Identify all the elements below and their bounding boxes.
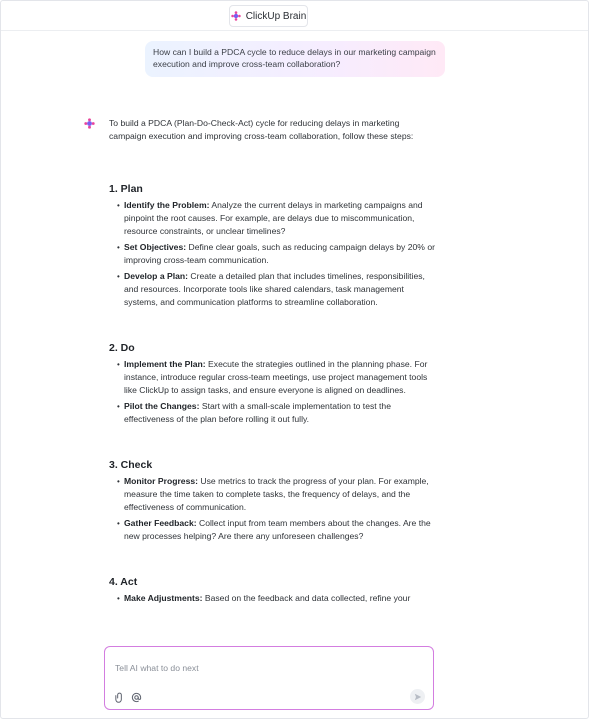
section-plan — [109, 183, 439, 309]
at-sign-icon[interactable] — [131, 692, 142, 703]
send-icon — [414, 693, 422, 701]
list-item-term: Monitor Progress: — [124, 476, 199, 486]
list-item — [117, 400, 439, 426]
list-item — [117, 241, 439, 267]
section-title: 3. Check — [109, 459, 153, 471]
list-item-text: Based on the feedback and data collected, refine your — [204, 593, 411, 603]
bullet-list — [117, 592, 439, 605]
list-item — [117, 517, 439, 543]
section-check — [109, 459, 439, 543]
user-message: How can I build a PDCA cycle to reduce delays in our marketing campaign execution and improve cross-team collaboration? — [145, 41, 445, 77]
panel-header — [1, 1, 588, 31]
list-item — [117, 270, 439, 309]
panel-title: ClickUp Brain — [245, 10, 307, 22]
clickup-brain-avatar-icon — [84, 118, 95, 129]
list-item-text: Collect input from team members about the changes. Are the new processes helping? Are there any unforeseen challenges? — [124, 518, 431, 541]
ai-response — [109, 117, 439, 638]
list-item-text: Execute the strategies outlined in the planning phase. For instance, introduce regular cross-team meetings, use project management tools like ClickUp to assign tasks, and ensure everyone is aligned on deadlines. — [124, 359, 428, 395]
list-item-term: Set Objectives: — [124, 242, 187, 252]
list-item — [117, 592, 439, 605]
prompt-input[interactable] — [115, 661, 415, 675]
response-intro: To build a PDCA (Plan-Do-Check-Act) cycle for reducing delays in marketing campaign execution and improving cross-team collaboration, follow these steps: — [109, 118, 414, 141]
list-item-text: Analyze the current delays in marketing campaigns and pinpoint the root causes. For example, are delays due to miscommunication, resource constraints, or unclear timelines? — [124, 200, 423, 236]
list-item-term: Identify the Problem: — [124, 200, 210, 210]
list-item-term: Pilot the Changes: — [124, 401, 200, 411]
list-item-text: Start with a small-scale implementation to test the effectiveness of the plan before rolling it out fully. — [124, 401, 391, 424]
list-item — [117, 199, 439, 238]
paperclip-icon[interactable] — [114, 692, 125, 703]
list-item-term: Make Adjustments: — [124, 593, 203, 603]
list-item — [117, 475, 439, 514]
list-item-text: Create a detailed plan that includes timelines, responsibilities, and resources. Incorporate tools like shared calendars, task management systems, and communication platforms to streamline collaboration. — [124, 271, 425, 307]
section-act — [109, 576, 439, 605]
list-item-term: Gather Feedback: — [124, 518, 197, 528]
bullet-list — [117, 358, 439, 426]
section-title: 1. Plan — [109, 183, 143, 195]
bullet-list — [117, 475, 439, 543]
list-item-text: Define clear goals, such as reducing campaign delays by 20% or improving cross-team communication. — [124, 242, 435, 265]
section-title: 4. Act — [109, 576, 138, 588]
section-title: 2. Do — [109, 342, 135, 354]
clickup-brain-icon — [231, 11, 241, 21]
bullet-list — [117, 199, 439, 309]
list-item-term: Develop a Plan: — [124, 271, 188, 281]
list-item — [117, 358, 439, 397]
list-item-text: Use metrics to track the progress of your plan. For example, measure the time taken to complete tasks, the frequency of delays, and the effectiveness of communication. — [124, 476, 429, 512]
clickup-brain-title-pill[interactable] — [229, 5, 308, 27]
send-button[interactable] — [410, 689, 425, 704]
prompt-composer — [104, 646, 434, 710]
list-item-term: Implement the Plan: — [124, 359, 206, 369]
section-do — [109, 342, 439, 426]
